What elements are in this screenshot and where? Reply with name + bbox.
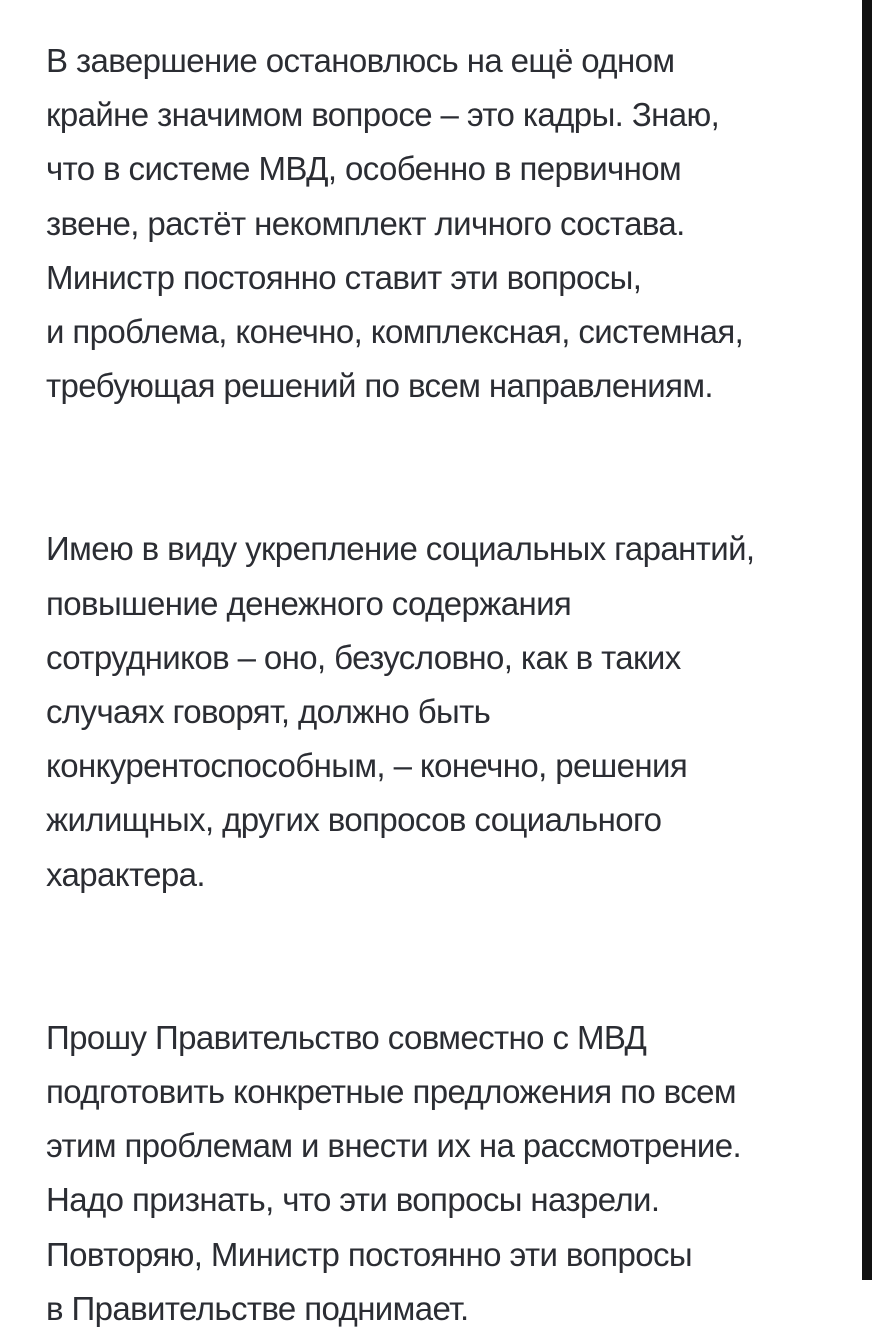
paragraph-3	[46, 1011, 836, 1336]
text-line: жилищных, других вопросов социального	[46, 801, 662, 839]
text-line: и проблема, конечно, комплексная, системная,	[46, 313, 744, 351]
text-line: требующая решений по всем направлениям.	[46, 367, 713, 405]
text-line: В завершение остановлюсь на ещё одном	[46, 42, 675, 79]
text-line: этим проблемам и внести их на рассмотрение.	[46, 1127, 742, 1165]
text-line: Прошу Правительство совместно с МВД	[46, 1018, 647, 1056]
text-line: характера.	[46, 855, 205, 893]
paragraph-1	[46, 34, 836, 413]
text-line: Имею в виду укрепление социальных гарантий,	[46, 530, 755, 568]
text-line: случаях говорят, должно быть	[46, 693, 491, 731]
text-line: звене, растёт некомплект личного состава.	[46, 204, 685, 242]
text-line: повышение денежного содержания	[46, 584, 572, 622]
text-line: конкурентоспособным, – конечно, решения	[46, 747, 688, 785]
article-body	[46, 34, 836, 1336]
text-line: в Правительстве поднимает.	[46, 1289, 469, 1327]
paragraph-2	[46, 522, 836, 901]
text-line: подготовить конкретные предложения по всем	[46, 1073, 736, 1111]
text-line: крайне значимом вопросе – это кадры. Знаю,	[46, 96, 720, 134]
text-line: Повторяю, Министр постоянно эти вопросы	[46, 1235, 693, 1273]
text-line: что в системе МВД, особенно в первичном	[46, 150, 682, 188]
text-line: сотрудников – оно, безусловно, как в таких	[46, 638, 681, 676]
text-line: Министр постоянно ставит эти вопросы,	[46, 258, 642, 296]
text-line: Надо признать, что эти вопросы назрели.	[46, 1181, 660, 1219]
